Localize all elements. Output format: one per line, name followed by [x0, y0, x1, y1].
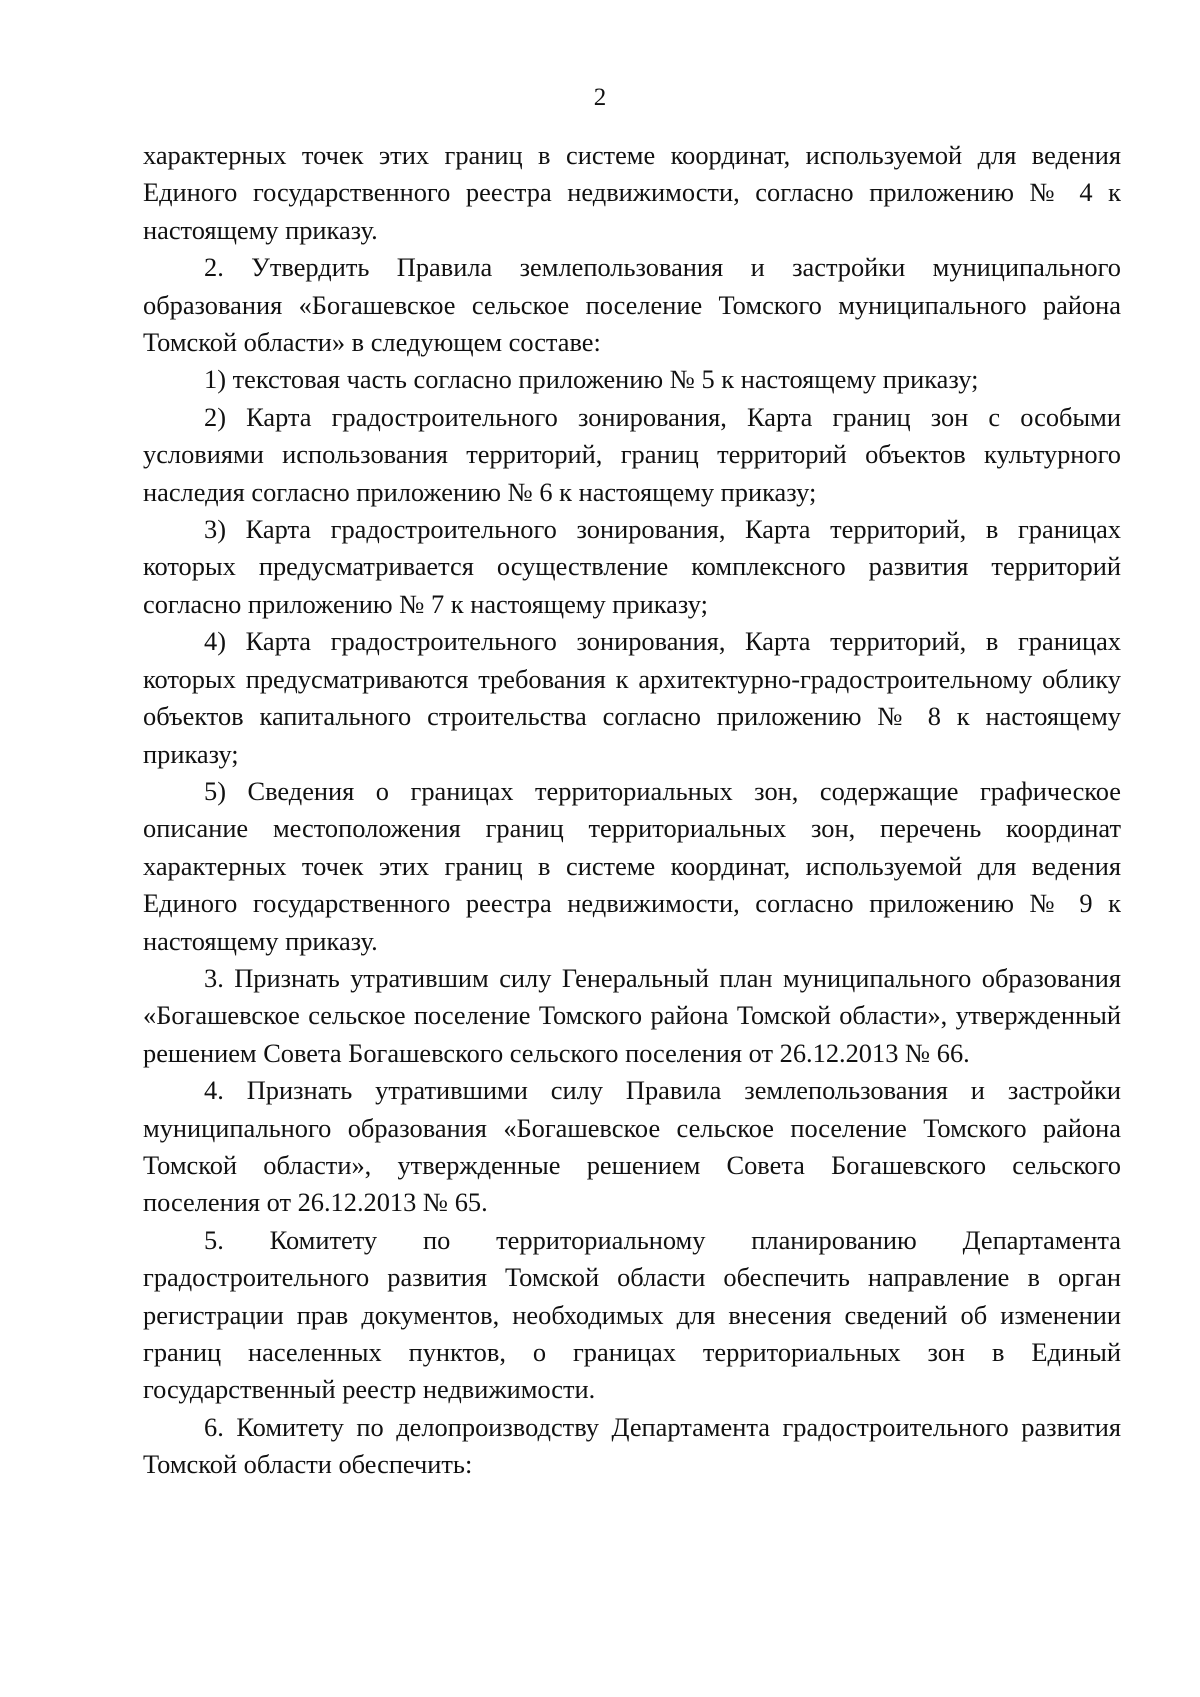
- paragraph-item-3: 3. Признать утратившим силу Генеральный план муниципального образования «Богашевское сельское поселение Томского района Томской области», утвержденный решением Совета Богашевского сельского поселения от 26.12.2013 № 66.: [143, 962, 1121, 1068]
- paragraph-item-6: 6. Комитету по делопроизводству Департамента градостроительного развития Томской области обеспечить:: [143, 1411, 1121, 1480]
- page-number: 2: [593, 84, 607, 111]
- paragraph-subitem-1: 1) текстовая часть согласно приложению № 5 к настоящему приказу;: [204, 364, 979, 395]
- paragraph-item-2: 2. Утвердить Правила землепользования и застройки муниципального образования «Богашевское сельское поселение Томского муниципального района Томской области» в следующем составе:: [143, 252, 1121, 358]
- paragraph-subitem-3: 3) Карта градостроительного зонирования, Карта территорий, в границах которых предусматривается осуществление комплексного развития территорий согласно приложению № 7 к настоящему приказу;: [143, 514, 1121, 619]
- document-body: [143, 137, 1121, 1484]
- paragraph-subitem-4: 4) Карта градостроительного зонирования, Карта территорий, в границах которых предусматриваются требования к архитектурно-градостроительному облику объектов капитального строительства согласно приложению № 8 к настоящему приказу;: [143, 626, 1121, 769]
- paragraph-item-5: 5. Комитету по территориальному планированию Департамента градостроительного развития Томской области обеспечить направление в орган регистрации прав документов, необходимых для внесения сведений об изменении границ населенных пунктов, о границах территориальных зон в Единый государственный реестр недвижимости.: [143, 1224, 1121, 1405]
- paragraph-subitem-5: 5) Сведения о границах территориальных зон, содержащие графическое описание местоположения границ территориальных зон, перечень координат характерных точек этих границ в системе координат, используемой для ведения Единого государственного реестра недвижимости, согласно приложению № 9 к настоящему приказу.: [143, 775, 1121, 956]
- paragraph-item-4: 4. Признать утратившими силу Правила землепользования и застройки муниципального образования «Богашевское сельское поселение Томского района Томской области», утвержденные решением Совета Богашевского сельского поселения от 26.12.2013 № 65.: [143, 1075, 1121, 1218]
- paragraph-continuation: характерных точек этих границ в системе координат, используемой для ведения Единого государственного реестра недвижимости, согласно приложению № 4 к настоящему приказу.: [143, 140, 1121, 245]
- paragraph-subitem-2: 2) Карта градостроительного зонирования, Карта границ зон с особыми условиями использования территорий, границ территорий объектов культурного наследия согласно приложению № 6 к настоящему приказу;: [143, 401, 1121, 507]
